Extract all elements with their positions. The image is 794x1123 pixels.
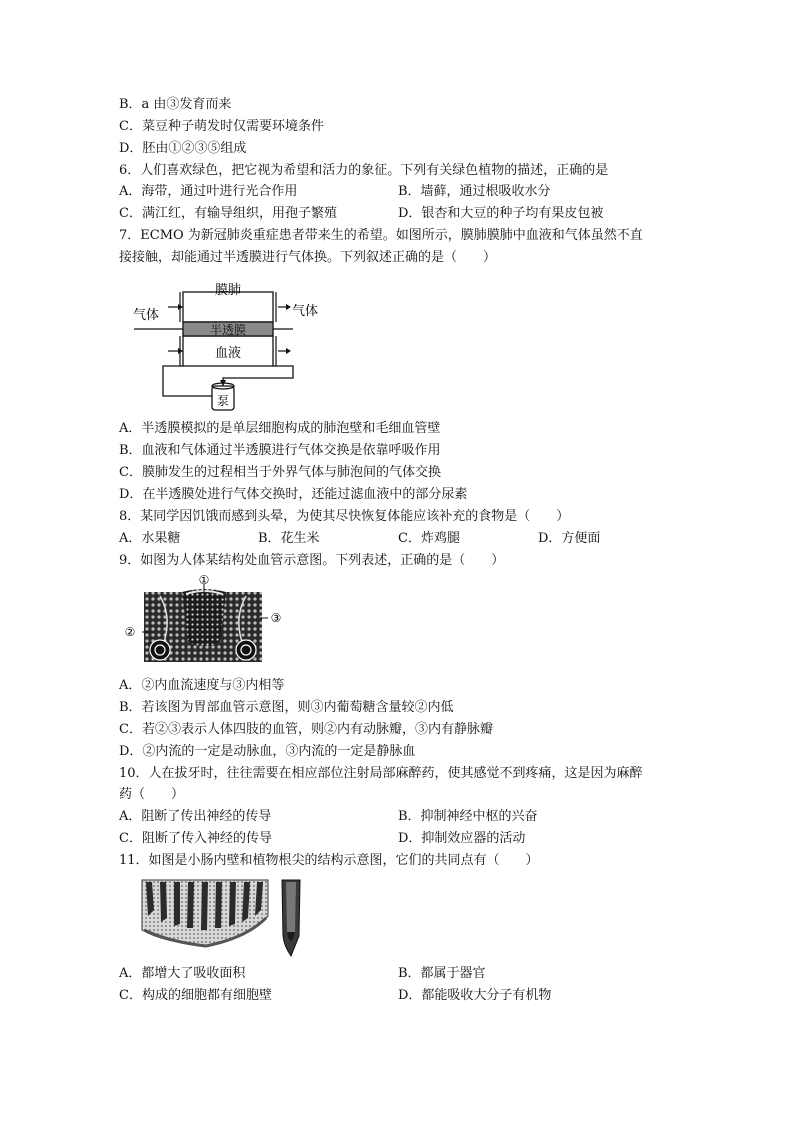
blood-vessel-diagram [120,572,290,664]
pump-label: 泵 [216,394,230,408]
gas-out-label: 气体 [292,304,319,319]
q7-option-c: C．膜肺发生的过程相当于外界气体与肺泡间的气体交换 [119,465,441,480]
q6-option-a: A．海带，通过叶进行光合作用 [119,184,298,199]
q10-option-c: C．阻断了传入神经的传导 [119,831,272,846]
q9-option-c: C．若②③表示人体四肢的血管，则②内有动脉瓣，③内有静脉瓣 [119,722,493,737]
q8-stem: 8．某同学因饥饿而感到头晕，为使其尽快恢复体能应该补充的食物是（ ） [119,509,570,524]
gas-in-label: 气体 [133,308,160,323]
q7-stem-line2: 接接触，却能通过半透膜进行气体换。下列叙述正确的是（ ） [119,250,497,265]
vessel-label-1: ① [198,573,210,587]
q8-option-d: D．方便面 [538,531,601,546]
q11-stem: 11．如图是小肠内壁和植物根尖的结构示意图，它们的共同点有（ ） [119,853,539,868]
q9-option-a: A．②内血流速度与③内相等 [119,678,285,693]
q7-stem-line1: 7．ECMO 为新冠肺炎重症患者带来生的希望。如图所示，膜肺膜肺中血液和气体虽然不直 [119,228,643,243]
vessel-label-3: ③ [270,611,282,625]
q10-option-a: A．阻断了传出神经的传导 [119,809,272,824]
q10-option-b: B．抑制神经中枢的兴奋 [398,809,538,824]
q11-option-c: C．构成的细胞都有细胞壁 [119,988,272,1003]
ecmo-diagram [128,278,328,413]
q9-option-d: D．②内流的一定是动脉血，③内流的一定是静脉血 [119,744,416,759]
q6-option-b: B．墙藓，通过根吸收水分 [398,184,551,199]
q6-stem: 6．人们喜欢绿色，把它视为希望和活力的象征。下列有关绿色植物的描述，正确的是 [119,163,609,178]
q8-option-c: C．炸鸡腿 [398,531,460,546]
membrane-lung-label: 膜肺 [214,283,242,298]
blood-label: 血液 [214,346,242,361]
q5-option-d: D．胚由①②③⑤组成 [119,141,247,156]
q10-stem-line2: 药（ ） [119,787,185,802]
q11-option-b: B．都属于器官 [398,966,486,981]
q9-option-b: B．若该图为胃部血管示意图，则③内葡萄糖含量较②内低 [119,700,454,715]
q7-option-a: A．半透膜模拟的是单层细胞构成的肺泡壁和毛细血管壁 [119,421,441,436]
q10-option-d: D．抑制效应器的活动 [398,831,526,846]
q8-option-a: A．水果糖 [119,531,181,546]
q11-option-a: A．都增大了吸收面积 [119,966,246,981]
q9-stem: 9．如图为人体某结构处血管示意图。下列表述，正确的是（ ） [119,553,505,568]
q5-option-b: B．a 由③发育而来 [119,97,232,112]
semipermeable-membrane-label: 半透膜 [209,323,247,337]
q6-option-c: C．满江红，有输导组织，用孢子繁殖 [119,206,337,221]
q7-option-b: B．血液和气体通过半透膜进行气体交换是依靠呼吸作用 [119,443,441,458]
q6-option-d: D．银杏和大豆的种子均有果皮包被 [398,206,604,221]
q7-option-d: D．在半透膜处进行气体交换时，还能过滤血液中的部分尿素 [119,487,468,502]
q10-stem-line1: 10．人在拔牙时，往往需要在相应部位注射局部麻醉药，使其感觉不到疼痛，这是因为麻醉 [119,766,643,781]
q11-option-d: D．都能吸收大分子有机物 [398,988,552,1003]
q5-option-c: C．菜豆种子萌发时仅需要环境条件 [119,119,324,134]
vessel-label-2: ② [124,625,136,639]
villi-and-root-tip-diagram [140,876,310,958]
q8-option-b: B．花生米 [258,531,320,546]
